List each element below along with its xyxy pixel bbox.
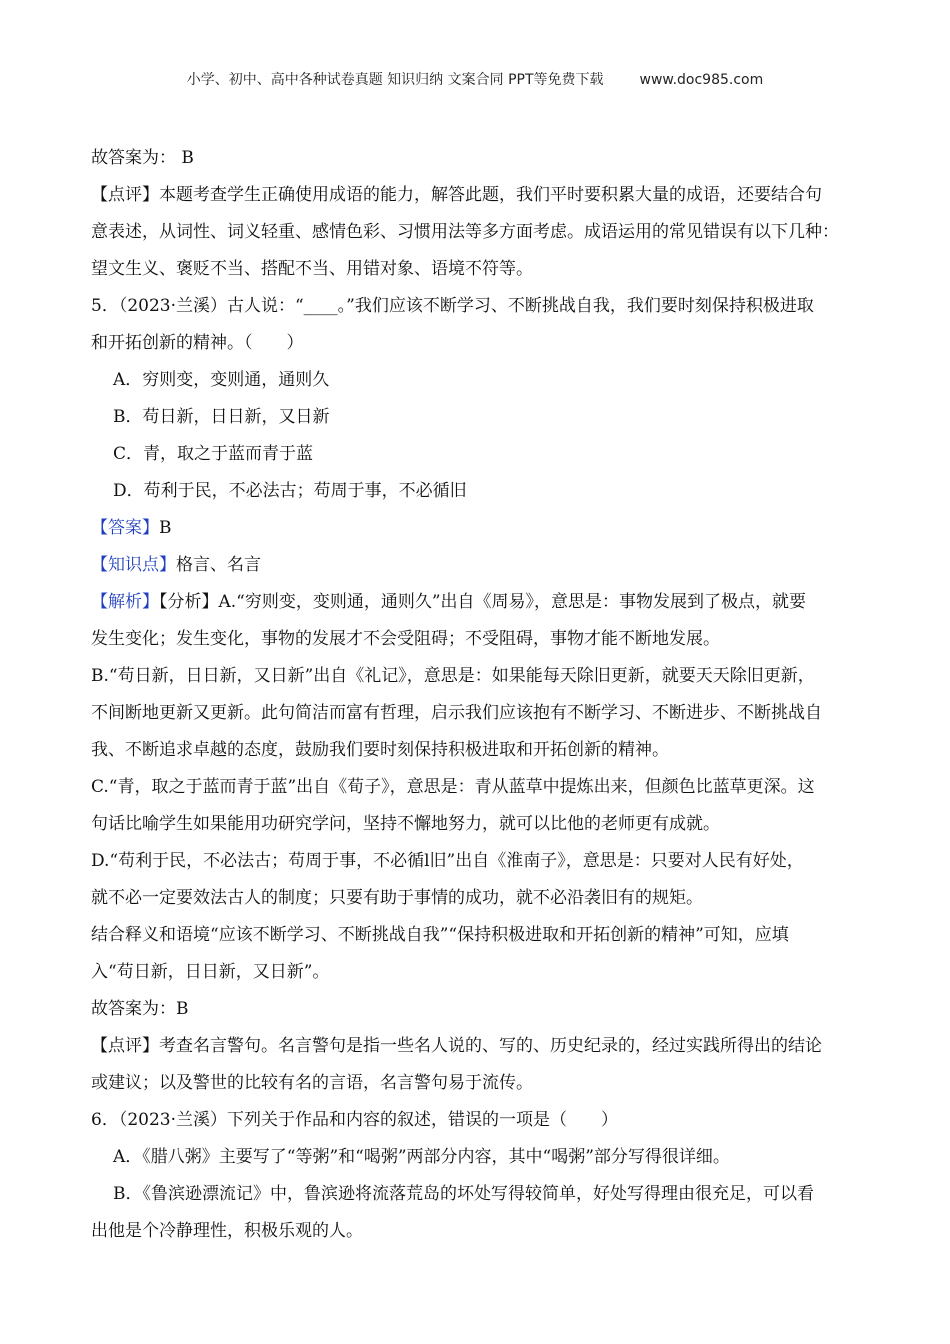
knowledge-tag: 【知识点】: [91, 555, 176, 575]
q5-analysis-line: 句话比喻学生如果能用功研究学问，坚持不懈地努力，就可以比他的老师更有成就。: [91, 814, 720, 834]
q6-option-b: B．《鲁滨逊漂流记》中，鲁滨逊将流落荒岛的坏处写得较简单，好处写得理由很充足，可以看: [113, 1184, 814, 1204]
q5-analysis-line: 发生变化；发生变化，事物的发展才不会受阻碍；不受阻碍，事物才能不断地发展。: [91, 629, 720, 649]
q5-analysis-line: 就不必一定要效法古人的制度；只要有助于事情的成功，就不必沿袭旧有的规矩。: [91, 888, 703, 908]
q5-analysis-line: 不间断地更新又更新。此句简洁而富有哲理，启示我们应该抱有不断学习、不断进步、不断挑战自: [91, 703, 822, 723]
q6-option-a: A．《腊八粥》主要写了“等粥”和“喝粥”两部分内容，其中“喝粥”部分写得很详细。: [113, 1147, 730, 1167]
header-url[interactable]: www.doc985.com: [639, 72, 764, 88]
q5-option-c: C．青，取之于蓝而青于蓝: [113, 444, 314, 464]
comment-tag: 【点评】: [91, 1036, 159, 1056]
q6-stem: 6．（2023·兰溪）下列关于作品和内容的叙述，错误的一项是（ ）: [91, 1110, 618, 1130]
q5-stem: 5．（2023·兰溪）古人说：“____。”我们应该不断学习、不断挑战自我，我们要时刻保持积极进取: [91, 296, 814, 316]
document-body: [91, 140, 856, 1250]
header-text: 小学、初中、高中各种试卷真题 知识归纳 文案合同 PPT等免费下载: [186, 72, 604, 88]
q5-option-b: B．苟日新，日日新，又日新: [113, 407, 330, 427]
answer-tag: 【答案】: [91, 518, 159, 538]
q5-result: 故答案为：B: [91, 999, 189, 1019]
q5-analysis-line: 入“苟日新，日日新，又日新”。: [91, 962, 330, 982]
prev-comment-line: 望文生义、褒贬不当、搭配不当、用错对象、语境不符等。: [91, 259, 533, 279]
q5-analysis-line: C.“青，取之于蓝而青于蓝”出自《荀子》，意思是：青从蓝草中提炼出来，但颜色比蓝草更深。这: [91, 777, 815, 797]
q5-option-d: D．苟利于民，不必法古；苟周于事，不必循旧: [113, 481, 467, 501]
q5-option-a: A．穷则变，变则通，通则久: [113, 370, 330, 390]
q5-analysis-line: D.“苟利于民，不必法古；苟周于事，不必循l旧”出自《淮南子》，意思是：只要对人民有好处，: [91, 851, 804, 871]
q5-comment-line: 或建议；以及警世的比较有名的言语，名言警句易于流传。: [91, 1073, 533, 1093]
analysis-tag: 【解析】: [91, 592, 159, 612]
prev-comment: 【点评】本题考查学生正确使用成语的能力，解答此题，我们平时要积累大量的成语，还要结合句: [91, 185, 822, 205]
prev-answer-line: 故答案为： B: [91, 148, 194, 168]
q5-answer: 【答案】B: [91, 518, 172, 538]
q5-analysis-line: B.“苟日新，日日新，又日新”出自《礼记》，意思是：如果能每天除旧更新，就要天天除旧更新，: [91, 666, 815, 686]
q5-knowledge-point: 【知识点】格言、名言: [91, 555, 261, 575]
q5-analysis-line: 结合释义和语境“应该不断学习、不断挑战自我”“保持积极进取和开拓创新的精神”可知，应填: [91, 925, 789, 945]
q5-analysis-line: 我、不断追求卓越的态度，鼓励我们要时刻保持积极进取和开拓创新的精神。: [91, 740, 669, 760]
prev-comment-line: 意表述，从词性、词义轻重、感情色彩、习惯用法等多方面考虑。成语运用的常见错误有以下几种：: [91, 222, 839, 242]
q5-comment: 【点评】考查名言警句。名言警句是指一些名人说的、写的、历史纪录的，经过实践所得出的结论: [91, 1036, 822, 1056]
q6-option-b-cont: 出他是个冷静理性，积极乐观的人。: [91, 1221, 363, 1241]
q5-stem-cont: 和开拓创新的精神。（ ）: [91, 333, 304, 353]
page-header: [0, 69, 950, 89]
q5-analysis: 【解析】【分析】A.“穷则变，变则通，通则久”出自《周易》，意思是：事物发展到了极点，就要: [91, 592, 807, 612]
comment-tag: 【点评】: [91, 185, 159, 205]
